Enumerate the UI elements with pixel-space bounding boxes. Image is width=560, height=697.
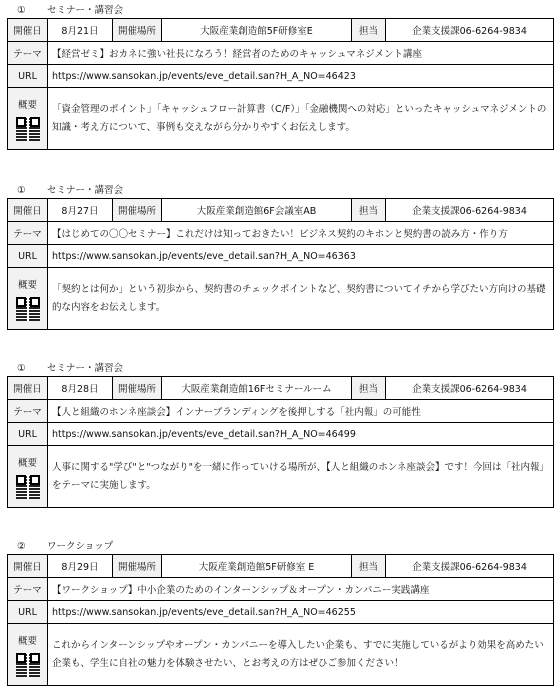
- event-table: [7, 554, 554, 686]
- qr-code-icon[interactable]: [16, 297, 40, 321]
- contact-label: 担当: [352, 19, 386, 42]
- overview-cell: [8, 446, 48, 508]
- event-theme-row: [8, 400, 554, 423]
- event-overview-row: [8, 268, 554, 330]
- event-overview-row: [8, 446, 554, 508]
- url-label: URL: [8, 245, 48, 268]
- event-info-row: [8, 199, 554, 222]
- event-description: 人事に関する"学び"と"つながり"を一緒に作っていける場所が、【人と組織のホンネ座談会】です！今回は「社内報」をテーマに実施します。: [48, 446, 554, 508]
- url-label: URL: [8, 65, 48, 88]
- venue-label: 開催場所: [113, 19, 162, 42]
- event-info-row: [8, 555, 554, 578]
- event-overview-row: [8, 624, 554, 686]
- qr-code-icon[interactable]: [16, 653, 40, 677]
- event-category: ワークショップ: [47, 541, 114, 552]
- event-number: ①: [17, 5, 26, 16]
- venue-label: 開催場所: [113, 555, 162, 578]
- event-date: 8月21日: [48, 19, 113, 42]
- overview-label: 概要: [17, 457, 37, 469]
- overview-label: 概要: [17, 635, 37, 647]
- event-date: 8月28日: [48, 377, 113, 400]
- event-url-link[interactable]: https://www.sansokan.jp/events/eve_detail.san?H_A_NO=46423: [48, 65, 554, 88]
- overview-cell: [8, 624, 48, 686]
- event-contact: 企業支援課06-6264-9834: [386, 555, 554, 578]
- event-heading: [7, 538, 113, 552]
- event-info-row: [8, 377, 554, 400]
- date-label: 開催日: [8, 19, 48, 42]
- event-category: セミナー・講習会: [47, 363, 124, 374]
- event-contact: 企業支援課06-6264-9834: [386, 19, 554, 42]
- event-venue: 大阪産業創造館5F研修室E: [162, 19, 352, 42]
- theme-label: テーマ: [8, 400, 48, 423]
- event-date: 8月27日: [48, 199, 113, 222]
- date-label: 開催日: [8, 555, 48, 578]
- event-url-link[interactable]: https://www.sansokan.jp/events/eve_detail.san?H_A_NO=46363: [48, 245, 554, 268]
- event-table: [7, 18, 554, 150]
- url-label: URL: [8, 423, 48, 446]
- event-description: 「契約とは何か」という初歩から、契約書のチェックポイントなど、契約書についてイチから学びたい方向けの基礎的な内容をお伝えします。: [48, 268, 554, 330]
- event-theme-row: [8, 42, 554, 65]
- event-description: 「資金管理のポイント」「キャッシュフロー計算書（C/F）」「金融機関への対応」といったキャッシュマネジメントの知識・考え方について、事例も交えながら分かりやすくお伝えします。: [48, 88, 554, 150]
- event-table: [7, 376, 554, 508]
- event-contact: 企業支援課06-6264-9834: [386, 199, 554, 222]
- event-number: ①: [17, 363, 26, 374]
- theme-label: テーマ: [8, 578, 48, 601]
- event-theme: 【人と組織のホンネ座談会】インナーブランディングを後押しする「社内報」の可能性: [48, 400, 554, 423]
- venue-label: 開催場所: [113, 377, 162, 400]
- event-venue: 大阪産業創造館16Fセミナールーム: [162, 377, 352, 400]
- event-theme: 【はじめての〇〇セミナー】これだけは知っておきたい！ビジネス契約のキホンと契約書の読み方・作り方: [48, 222, 554, 245]
- event-theme-row: [8, 222, 554, 245]
- theme-label: テーマ: [8, 42, 48, 65]
- overview-label: 概要: [17, 99, 37, 111]
- overview-cell: [8, 268, 48, 330]
- event-url-link[interactable]: https://www.sansokan.jp/events/eve_detail.san?H_A_NO=46499: [48, 423, 554, 446]
- event-heading: [7, 2, 123, 16]
- event-table: [7, 198, 554, 330]
- event-heading: [7, 360, 123, 374]
- event-url-row: [8, 601, 554, 624]
- event-theme: 【ワークショップ】中小企業のためのインターンシップ＆オープン・カンパニー実践講座: [48, 578, 554, 601]
- date-label: 開催日: [8, 377, 48, 400]
- event-category: セミナー・講習会: [47, 5, 124, 16]
- contact-label: 担当: [352, 377, 386, 400]
- event-theme: 【経営ゼミ】おカネに強い社長になろう！経営者のためのキャッシュマネジメント講座: [48, 42, 554, 65]
- overview-cell: [8, 88, 48, 150]
- qr-code-icon[interactable]: [16, 117, 40, 141]
- event-date: 8月29日: [48, 555, 113, 578]
- event-category: セミナー・講習会: [47, 185, 124, 196]
- event-info-row: [8, 19, 554, 42]
- event-description: これからインターンシップやオープン・カンパニーを導入したい企業も、すでに実施しているがより効果を高めたい企業も、学生に自社の魅力を体験させたい、とお考えの方はぜひご参加ください！: [48, 624, 554, 686]
- venue-label: 開催場所: [113, 199, 162, 222]
- date-label: 開催日: [8, 199, 48, 222]
- event-url-row: [8, 65, 554, 88]
- qr-code-icon[interactable]: [16, 475, 40, 499]
- event-contact: 企業支援課06-6264-9834: [386, 377, 554, 400]
- event-venue: 大阪産業創造館6F会議室AB: [162, 199, 352, 222]
- contact-label: 担当: [352, 199, 386, 222]
- overview-label: 概要: [17, 279, 37, 291]
- event-url-row: [8, 423, 554, 446]
- event-number: ②: [17, 541, 26, 552]
- event-url-link[interactable]: https://www.sansokan.jp/events/eve_detail.san?H_A_NO=46255: [48, 601, 554, 624]
- event-theme-row: [8, 578, 554, 601]
- contact-label: 担当: [352, 555, 386, 578]
- url-label: URL: [8, 601, 48, 624]
- event-overview-row: [8, 88, 554, 150]
- theme-label: テーマ: [8, 222, 48, 245]
- event-venue: 大阪産業創造館5F研修室 E: [162, 555, 352, 578]
- event-url-row: [8, 245, 554, 268]
- event-heading: [7, 182, 123, 196]
- event-number: ①: [17, 185, 26, 196]
